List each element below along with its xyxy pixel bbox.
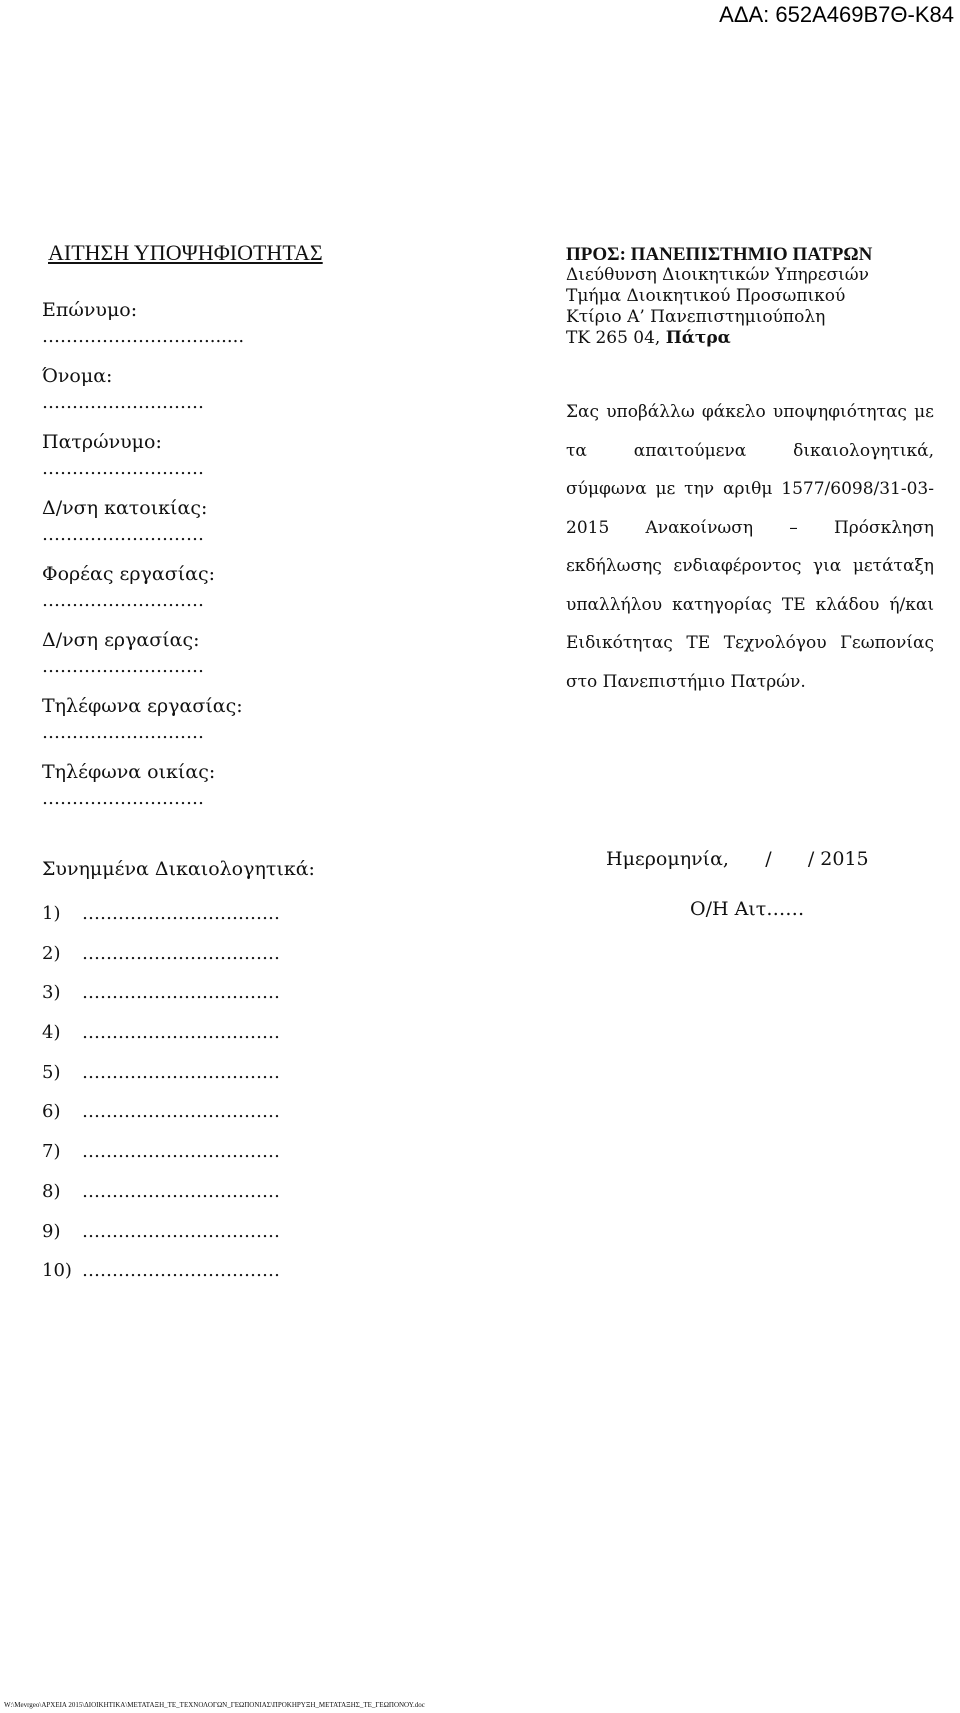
- field-father-name: [42, 428, 402, 494]
- attachment-blank[interactable]: ……………………………: [82, 982, 280, 1004]
- attachment-number: 1): [42, 903, 61, 924]
- field-surname: [42, 296, 402, 362]
- attachment-item: [42, 1138, 402, 1178]
- attachment-blank[interactable]: ……………………………: [82, 1101, 280, 1123]
- attachment-blank[interactable]: ……………………………: [82, 1260, 280, 1282]
- attachment-item: [42, 940, 402, 980]
- field-label: Τηλέφωνα εργασίας:: [42, 695, 243, 717]
- attachment-number: 10): [42, 1260, 72, 1282]
- applicant-fields: [42, 296, 402, 824]
- attachment-blank[interactable]: ……………………………: [82, 942, 280, 964]
- recipient-postcode-line: [566, 328, 934, 349]
- field-blank[interactable]: ………………………: [42, 590, 204, 611]
- field-label: Φορέας εργασίας:: [42, 563, 216, 585]
- field-label: Δ/νση κατοικίας:: [42, 497, 208, 519]
- application-body-text: Σας υποβάλλω φάκελο υποψηφιότητας με τα απαιτούμενα δικαιολογητικά, σύμφωνα με την αριθμ 1577/6098/31-03-2015 Ανακοίνωση – Πρόσκληση εκδήλωσης ενδιαφέροντος για μετάταξη υπαλλήλου κατηγορίας ΤΕ κλάδου ή/και Ειδικότητας ΤΕ Τεχνολόγου Γεωπονίας στο Πανεπιστήμιο Πατρών.: [566, 402, 934, 692]
- signature-line: Ο/Η Αιτ……: [690, 898, 805, 920]
- attachment-blank[interactable]: ……………………………: [82, 1061, 280, 1083]
- attachment-item: [42, 900, 402, 940]
- field-home-address: [42, 494, 402, 560]
- field-home-phones: [42, 758, 402, 824]
- attachments-title: Συνημμένα Δικαιολογητικά:: [42, 858, 315, 880]
- attachment-item: [42, 1218, 402, 1258]
- date-line[interactable]: Ημερομηνία, / / 2015: [606, 848, 869, 870]
- attachment-item: [42, 1059, 402, 1099]
- attachment-blank[interactable]: ……………………………: [82, 1220, 280, 1242]
- attachment-number: 9): [42, 1220, 61, 1242]
- field-blank[interactable]: ………………………: [42, 458, 204, 479]
- attachment-item: [42, 1257, 402, 1297]
- attachment-number: 8): [42, 1180, 61, 1202]
- attachment-number: 4): [42, 1022, 61, 1044]
- field-employer: [42, 560, 402, 626]
- recipient-postcode: ΤΚ 265 04,: [566, 328, 661, 348]
- field-blank[interactable]: ………………………: [42, 722, 204, 743]
- recipient-line: Κτίριο Α’ Πανεπιστημιούπολη: [566, 307, 826, 327]
- ada-code: ΑΔΑ: 652Α469Β7Θ-Κ84: [719, 2, 954, 27]
- attachment-item: [42, 979, 402, 1019]
- attachment-number: 5): [42, 1061, 61, 1083]
- field-work-phones: [42, 692, 402, 758]
- field-label: Επώνυμο:: [42, 299, 138, 321]
- attachment-item: [42, 1178, 402, 1218]
- attachment-item: [42, 1019, 402, 1059]
- field-blank[interactable]: ………………………: [42, 524, 204, 545]
- field-blank[interactable]: ……………………….......: [42, 326, 245, 347]
- form-title: ΑΙΤΗΣΗ ΥΠΟΨΗΦΙΟΤΗΤΑΣ: [48, 240, 323, 265]
- attachment-blank[interactable]: ……………………………: [82, 1180, 280, 1202]
- attachment-blank[interactable]: ……………………………: [82, 1141, 280, 1163]
- recipient-heading: ΠΡΟΣ: ΠΑΝΕΠΙΣΤΗΜΙΟ ΠΑΤΡΩΝ: [566, 244, 873, 265]
- field-label: Πατρώνυμο:: [42, 431, 162, 453]
- applicant-section: [42, 240, 402, 1297]
- attachment-number: 2): [42, 942, 61, 964]
- attachment-number: 3): [42, 982, 61, 1004]
- attachments-list: [42, 900, 402, 1297]
- recipient-line: Διεύθυνση Διοικητικών Υπηρεσιών: [566, 265, 869, 285]
- recipient-section: [566, 244, 934, 701]
- field-blank[interactable]: ………………………: [42, 392, 204, 413]
- attachment-blank[interactable]: ……………………………: [82, 1022, 280, 1044]
- file-path-footer: W:\Mevrgeo\ΑΡΧΕΙΑ 2015\ΔΙΟΙΚΗΤΙΚΑ\ΜΕΤΑΤΑΞΗ_ΤΕ_ΤΕΧΝΟΛΟΓΩΝ_ΓΕΩΠΟΝΙΑΣ\ΠΡΟΚΗΡΥΞΗ_ΜΕΤΑΤΑΞΗΣ_ΤΕ_ΓΕΩΠΟΝΟΥ.doc: [4, 1701, 425, 1709]
- field-label: Όνομα:: [42, 365, 113, 387]
- attachment-blank[interactable]: ……………………………: [82, 903, 280, 924]
- recipient-city: Πάτρα: [665, 328, 731, 348]
- recipient-line: Τμήμα Διοικητικού Προσωπικού: [566, 286, 846, 306]
- field-work-address: [42, 626, 402, 692]
- field-blank[interactable]: ………………………: [42, 656, 204, 677]
- attachment-number: 7): [42, 1141, 61, 1163]
- field-label: Τηλέφωνα οικίας:: [42, 761, 216, 783]
- attachment-number: 6): [42, 1101, 61, 1123]
- field-blank[interactable]: ………………………: [42, 788, 204, 809]
- field-label: Δ/νση εργασίας:: [42, 629, 200, 651]
- field-name: [42, 362, 402, 428]
- attachment-item: [42, 1098, 402, 1138]
